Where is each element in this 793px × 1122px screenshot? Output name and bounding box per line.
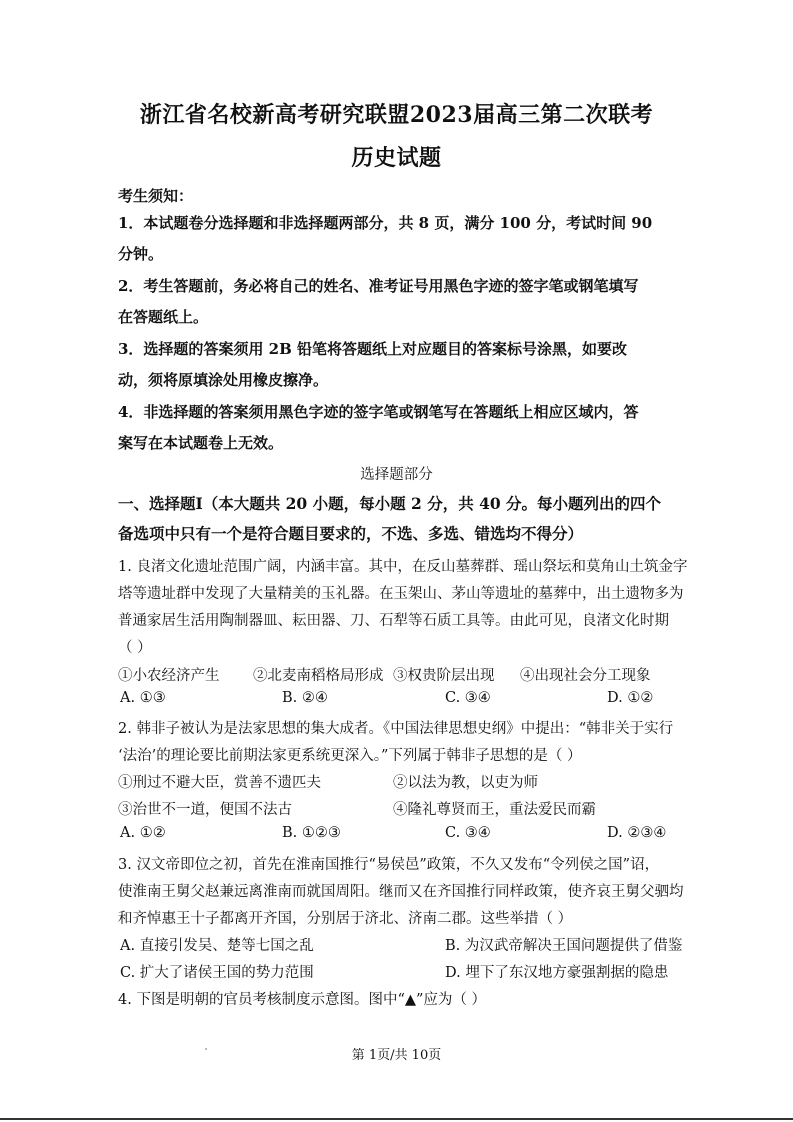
- question-3-text: 3. 汉文帝即位之初，首先在淮南国推行“易侯邑”政策，不久又发布“令列侯之国”诏，: [118, 857, 660, 873]
- answer-option: B. 为汉武帝解决王国问题提供了借鉴: [445, 938, 683, 954]
- notice-line: 1．本试题卷分选择题和非选择题两部分，共 8 页，满分 100 分，考试时间 90: [118, 214, 653, 232]
- answer-option: D. ①②: [607, 690, 654, 706]
- exam-subtitle: 历史试题: [351, 145, 442, 171]
- answer-option: A. ①②: [120, 825, 166, 841]
- notice-line: 在答题纸上。: [118, 308, 209, 326]
- answer-option: B. ②④: [282, 690, 328, 706]
- answer-option: B. ①②③: [282, 825, 341, 841]
- question-1-text: 1. 良渚文化遗址范围广阔，内涵丰富。其中，在反山墓葬群、瑶山祭坛和莫角山土筑金字: [118, 559, 688, 575]
- part-heading: 备选项中只有一个是符合题目要求的，不选、多选、错选均不得分）: [118, 524, 584, 543]
- statement: ③治世不一道，便国不法古: [118, 802, 292, 818]
- statement: ②北麦南稻格局形成: [253, 668, 384, 684]
- answer-option: D. ②③④: [607, 825, 667, 841]
- bottom-divider: [0, 1118, 793, 1120]
- question-3-text: 使淮南王舅父赵兼远离淮南而就国周阳。继而又在齐国推行同样政策，使齐哀王舅父驷均: [118, 884, 684, 900]
- answer-option: C. ③④: [445, 690, 491, 706]
- page-number: 第 1页/共 10页: [351, 1048, 442, 1063]
- statement: ①小农经济产生: [118, 668, 220, 684]
- answer-option: A. ①③: [120, 690, 166, 706]
- answer-option: C. ③④: [445, 825, 491, 841]
- section-title: 选择题部分: [360, 467, 433, 483]
- question-2-text: ‘法治’的理论要比前期法家更系统更深入。”下列属于韩非子思想的是（ ）: [118, 748, 582, 764]
- notice-line: 动，须将原填涂处用橡皮擦净。: [118, 371, 329, 389]
- question-3-text: 和齐悼惠王十子都离开齐国，分别居于济北、济南二郡。这些举措（ ）: [118, 911, 573, 927]
- question-1-text: 塔等遗址群中发现了大量精美的玉礼器。在玉架山、茅山等遗址的墓葬中，出土遗物多为: [118, 586, 684, 602]
- question-2-text: 2. 韩非子被认为是法家思想的集大成者。《中国法律思想史纲》中提出：“韩非关于实行: [118, 721, 674, 737]
- notice-line: 案写在本试题卷上无效。: [118, 434, 284, 452]
- answer-option: D. 埋下了东汉地方豪强割据的隐患: [445, 965, 669, 981]
- statement: ①刑过不避大臣，赏善不遗匹夫: [118, 775, 321, 791]
- answer-option: A. 直接引发吴、楚等七国之乱: [120, 938, 314, 954]
- statement: ④隆礼尊贤而王，重法爱民而霸: [393, 802, 596, 818]
- notice-line: 3．选择题的答案须用 2B 铅笔将答题纸上对应题目的答案标号涂黑，如要改: [118, 340, 627, 358]
- exam-title: 浙江省名校新高考研究联盟2023届高三第二次联考: [139, 102, 654, 128]
- part-heading: 一、选择题Ⅰ（本大题共 20 小题，每小题 2 分，共 40 分。每小题列出的四个: [118, 494, 662, 513]
- statement: ②以法为教，以吏为师: [393, 775, 538, 791]
- statement: ④出现社会分工现象: [520, 668, 651, 684]
- question-1-text: （ ）: [118, 640, 152, 656]
- notice-line: 4．非选择题的答案须用黑色字迹的签字笔或钢笔写在答题纸上相应区域内，答: [118, 403, 639, 421]
- notice-line: 2．考生答题前，务必将自己的姓名、准考证号用黑色字迹的签字笔或钢笔填写: [118, 277, 639, 295]
- notice-heading: 考生须知：: [118, 187, 194, 205]
- question-1-text: 普通家居生活用陶制器皿、耘田器、刀、石犁等石质工具等。由此可见，良渚文化时期: [118, 613, 669, 629]
- question-4-text: 4. 下图是明朝的官员考核制度示意图。图中“▲”应为（ ）: [118, 992, 487, 1008]
- answer-option: C. 扩大了诸侯王国的势力范围: [120, 965, 314, 981]
- notice-line: 分钟。: [118, 245, 164, 263]
- statement: ③权贵阶层出现: [393, 668, 495, 684]
